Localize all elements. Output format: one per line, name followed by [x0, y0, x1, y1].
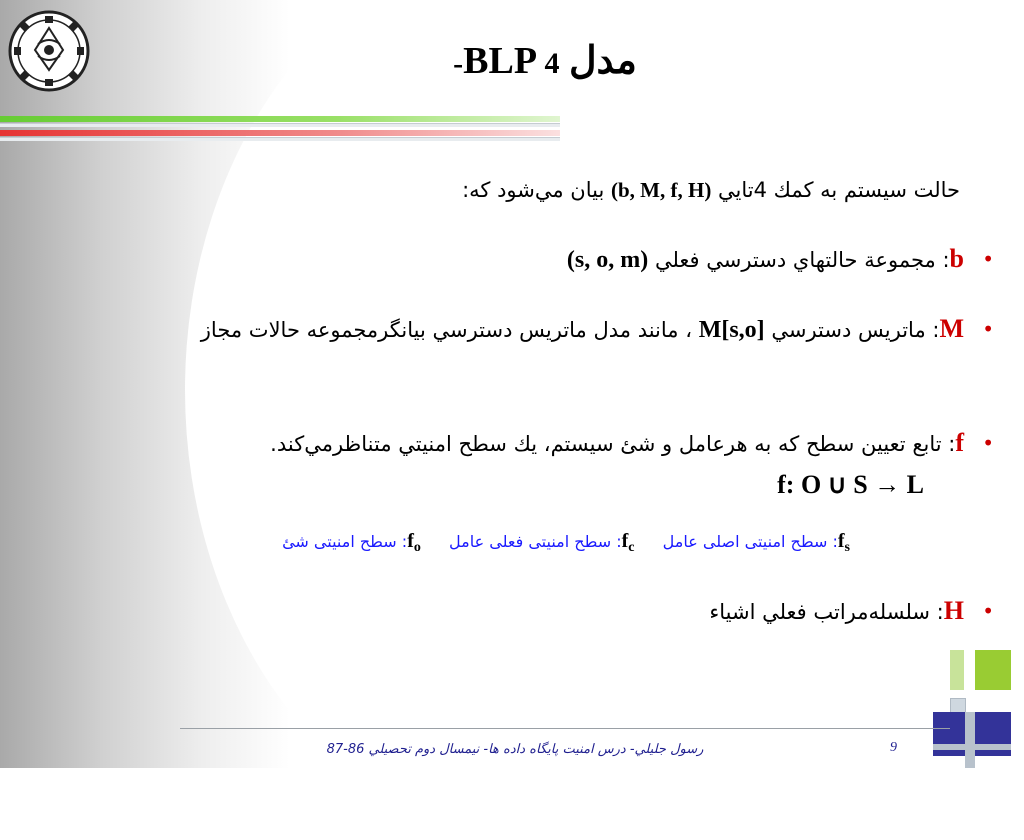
bullet-text-after: ، مانند مدل ماتريس دسترسي بيانگرمجموعه حالات مجاز [200, 318, 692, 342]
level-symbol: f [837, 530, 845, 552]
intro-tuple: (b, M, f, H) [610, 178, 712, 202]
intro-text-after: بيان مي‌شود كه: [462, 178, 605, 202]
intro-text-before: حالت سيستم به كمك 4تايي [718, 178, 960, 202]
title-number: 4- [453, 47, 560, 80]
intro-line [60, 178, 960, 203]
header-stripe-red [0, 130, 560, 136]
bullet-f [74, 420, 994, 467]
bullet-dot-icon: • [982, 431, 994, 455]
header-stripe-divider-2 [0, 137, 560, 141]
level-symbol: f [621, 530, 629, 552]
level-subscript: o [413, 540, 421, 556]
bullet-dot-icon: • [982, 599, 994, 623]
bullet-text: : تابع تعيين سطح كه به هرعامل و شئ سيستم، يك سطح امنيتي متناظرمي‌كند. [270, 432, 956, 456]
level-fo [282, 530, 421, 556]
footer-text: رسول جليلي- درس امنيت پايگاه داده ها- نيمسال دوم تحصيلي 86-87 [326, 742, 704, 757]
page-number: 9 [890, 740, 897, 755]
bullet-key: H [943, 596, 964, 625]
level-subscript: s [844, 540, 850, 556]
bullet-dot-icon: • [982, 317, 994, 341]
bullet-key: b [949, 244, 964, 273]
level-desc: : سطح امنیتی شئ [282, 532, 408, 551]
level-subscript: c [628, 540, 635, 556]
bullet-text: : سلسله‌مراتب فعلي اشياء [709, 600, 944, 624]
header-stripe-divider [0, 123, 560, 127]
title-main: BLP [463, 40, 535, 82]
header-stripe-green [0, 116, 560, 122]
level-symbol: f [407, 530, 414, 552]
university-logo-icon [8, 10, 90, 92]
footer-divider [180, 728, 950, 729]
bullet-m [74, 306, 994, 353]
bullet-text: : مجموعة حالتهاي دسترسي فعلي [654, 248, 950, 272]
bullet-latin: (s, o, m) [566, 247, 649, 273]
bullet-dot-icon: • [982, 247, 994, 271]
level-desc: : سطح امنیتی فعلی عامل [449, 532, 622, 551]
mapping-formula: f: O ∪ S → L [777, 470, 924, 499]
bullet-text-before: : ماتريس دسترسي [771, 318, 940, 342]
bullet-latin: M[s,o] [698, 317, 765, 343]
bullet-b [74, 236, 994, 283]
level-fs [662, 530, 850, 556]
slide-title [380, 38, 710, 83]
bullet-key: M [939, 314, 964, 343]
level-fc [449, 530, 635, 556]
security-levels-line [100, 530, 850, 556]
title-word: مدل [568, 40, 637, 82]
level-desc: : سطح امنیتی اصلی عامل [662, 532, 838, 551]
bullet-h [74, 588, 994, 635]
bullet-key: f [955, 428, 964, 457]
